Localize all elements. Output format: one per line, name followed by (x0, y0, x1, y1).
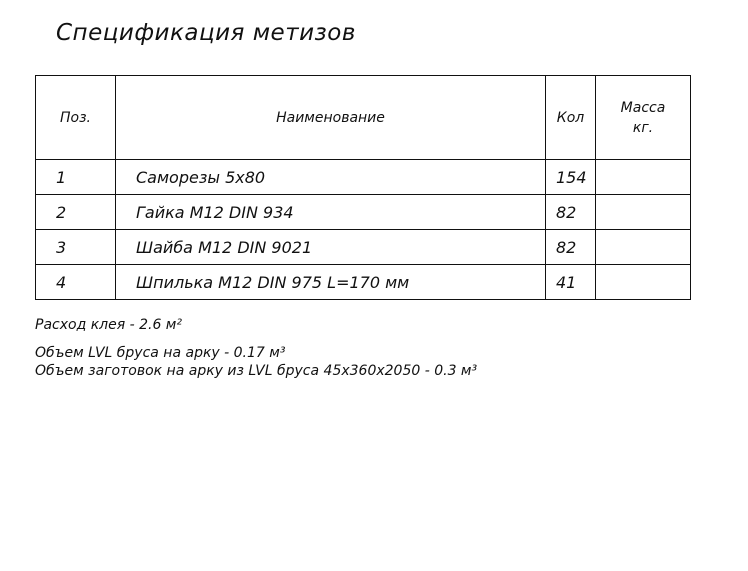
cell-pos: 2 (36, 195, 116, 230)
cell-mass (596, 195, 691, 230)
cell-name: Шпилька М12 DIN 975 L=170 мм (116, 265, 546, 300)
cell-pos: 1 (36, 160, 116, 195)
header-mass (596, 76, 691, 160)
header-name: Наименование (116, 76, 546, 160)
table-row (36, 195, 691, 230)
cell-pos: 3 (36, 230, 116, 265)
header-qty: Кол (546, 76, 596, 160)
note-lvl-volume: Объем LVL бруса на арку - 0.17 м³ (35, 345, 286, 361)
cell-qty: 41 (546, 265, 596, 300)
cell-qty: 82 (546, 195, 596, 230)
cell-mass (596, 160, 691, 195)
cell-name: Гайка М12 DIN 934 (116, 195, 546, 230)
cell-mass (596, 230, 691, 265)
header-mass-line1: Масса (620, 99, 666, 116)
cell-mass (596, 265, 691, 300)
notes-block (35, 316, 477, 380)
cell-name: Шайба М12 DIN 9021 (116, 230, 546, 265)
table-row (36, 230, 691, 265)
table-row (36, 160, 691, 195)
table-header-row (36, 76, 691, 160)
cell-qty: 82 (546, 230, 596, 265)
cell-qty: 154 (546, 160, 596, 195)
note-blank-volume: Объем заготовок на арку из LVL бруса 45х360х2050 - 0.3 м³ (35, 363, 478, 379)
note-glue-consumption: Расход клея - 2.6 м² (35, 317, 182, 333)
document-title: Спецификация метизов (56, 20, 356, 46)
cell-pos: 4 (36, 265, 116, 300)
header-mass-line2: кг. (632, 119, 654, 136)
cell-name: Саморезы 5х80 (116, 160, 546, 195)
table-row (36, 265, 691, 300)
header-pos: Поз. (36, 76, 116, 160)
specification-table (35, 75, 691, 300)
